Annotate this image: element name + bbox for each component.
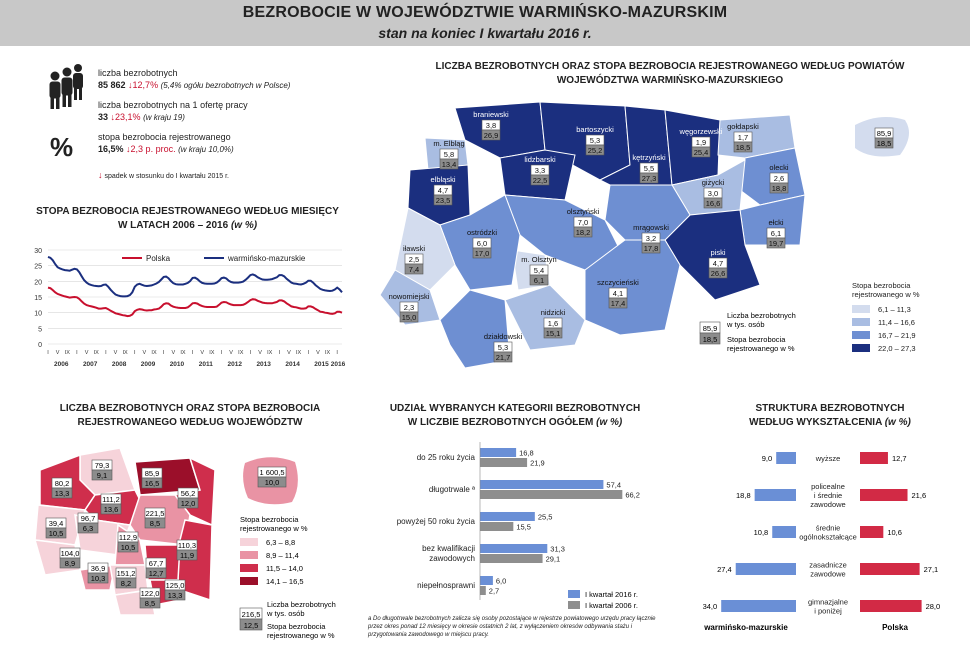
county-name: piski — [710, 248, 726, 257]
education-bar-left-label: 27,4 — [717, 565, 732, 574]
x-month-tick: V — [113, 350, 118, 356]
line-chart-title-1: STOPA BEZROBOCIA REJESTROWANEGO WEDŁUG MIESIĘCY — [36, 206, 339, 217]
county-key-count: 85,9 — [702, 324, 718, 333]
education-bar-left — [721, 600, 796, 612]
county-name: nidzicki — [540, 308, 566, 317]
summary-value: 16,5% — [98, 144, 124, 154]
education-bar-left-label: 34,0 — [702, 602, 718, 611]
summary-note: (w kraju 10,0%) — [178, 145, 234, 154]
voiv-rate: 8,9 — [64, 559, 76, 568]
category-bar — [480, 490, 622, 499]
voiv-count: 122,0 — [140, 589, 160, 598]
county-rate: 25,4 — [693, 148, 709, 157]
summary-label: liczba bezrobotnych — [98, 68, 178, 78]
x-month-tick: V — [142, 350, 147, 356]
x-month-tick: I — [278, 350, 281, 356]
voiv-rate: 11,9 — [179, 551, 195, 560]
county-legend-label: 6,1 – 11,3 — [878, 305, 911, 314]
county-rate: 18,5 — [735, 143, 751, 152]
categories-chart-title — [365, 402, 665, 430]
x-year-label: 2009 — [140, 361, 156, 368]
education-bar-left — [736, 563, 796, 575]
voiv-rate: 8,5 — [149, 519, 161, 528]
county-legend-title-1: Stopa bezrobocia — [852, 281, 911, 290]
county-name: ełcki — [768, 218, 784, 227]
page-title: BEZROBOCIE W WOJEWÓDZTWIE WARMIŃSKO-MAZURSKIM — [242, 4, 728, 21]
voiv-count: 67,7 — [148, 559, 164, 568]
down-arrow-icon: ↓ — [110, 112, 116, 122]
county-rate: 15,0 — [401, 313, 417, 322]
x-month-tick: IX — [238, 350, 244, 356]
education-label: i poniżej — [814, 606, 842, 616]
voiv-count: 96,7 — [80, 514, 96, 523]
county-key-label-bottom: Stopa bezrobocia — [727, 335, 786, 344]
county-count: 1,9 — [695, 138, 707, 147]
line-chart-title-2: W LATACH 2006 – 2016 — [117, 220, 229, 231]
x-year-label: 2006 — [54, 361, 69, 368]
categories-chart-title-2: W LICZBIE BEZROBOTNYCH OGÓŁEM — [407, 417, 594, 428]
county-count: 5,3 — [497, 343, 509, 352]
line-chart-title-unit: (w %) — [230, 220, 258, 231]
county-name: elbląski — [430, 175, 456, 184]
category-label: powyżej 50 roku życia — [396, 517, 475, 526]
category-bar-label: 16,8 — [519, 448, 534, 458]
education-label: gimnazjalne — [807, 597, 849, 607]
y-tick-label: 20 — [34, 279, 42, 287]
education-chart-title — [700, 402, 960, 430]
voiv-rate: 12,0 — [180, 499, 196, 508]
county-name: m. Elbląg — [433, 139, 465, 148]
categories-chart-title-1: UDZIAŁ WYBRANYCH KATEGORII BEZROBOTNYCH — [389, 403, 641, 414]
education-bar-left — [776, 452, 796, 464]
categories-chart-title-unit: (w %) — [596, 417, 623, 428]
county-name: lidzbarski — [524, 155, 556, 164]
voiv-legend-label: 6,3 – 8,8 — [266, 538, 296, 547]
down-arrow-icon: ↓ — [126, 144, 131, 154]
x-year-label: 2010 — [169, 361, 185, 368]
voiv-key-label-top-2: w tys. osób — [267, 609, 305, 618]
category-bar-label: 66,2 — [625, 490, 640, 500]
education-chart-title-2: WEDŁUG WYKSZTAŁCENIA — [749, 417, 882, 428]
poland-rate: 10,0 — [264, 478, 280, 487]
education-bar-left — [755, 489, 796, 501]
county-name: działdowski — [483, 332, 523, 341]
voiv-rate: 12,7 — [148, 569, 164, 578]
education-bar-right-label: 27,1 — [923, 565, 939, 574]
summary-footnote-text: spadek w stosunku do I kwartału 2015 r. — [104, 173, 229, 180]
x-month-tick: V — [55, 350, 60, 356]
county-rate: 17,4 — [610, 299, 626, 308]
x-year-label: 2016 — [330, 361, 346, 368]
county-rate: 6,1 — [533, 276, 545, 285]
categories-footnote: a Do długotrwale bezrobotnych zalicza się osoby pozostające w rejestrze powiatowego urzędu pracy łącznie przez okres ponad 12 miesięcy w okresie ostatnich 2 lat, z wyłączeniem okresów odbywania stażu i przygotowania zawodowego w miejscu pracy. — [368, 616, 656, 638]
x-year-label: 2008 — [111, 361, 127, 368]
county-name: szczycieński — [597, 278, 639, 287]
x-month-tick: IX — [209, 350, 215, 356]
voiv-count: 39,4 — [48, 519, 64, 528]
x-year-label: 2014 — [285, 361, 300, 368]
voiv-rate: 8,2 — [120, 579, 132, 588]
voiv-count: 56,2 — [180, 489, 196, 498]
county-rate: 7,4 — [408, 265, 420, 274]
x-month-tick: I — [133, 350, 136, 356]
voiv-rate: 16,5 — [144, 479, 160, 488]
category-legend-swatch — [568, 601, 580, 609]
county-legend-swatch — [852, 305, 870, 313]
education-chart — [690, 440, 970, 635]
category-bar — [480, 586, 486, 595]
summary-change: 2,3 p. proc. — [130, 144, 176, 154]
county-count: 5,5 — [643, 164, 655, 173]
voiv-legend-swatch — [240, 577, 258, 585]
voiv-legend-title-2: rejestrowanego w % — [240, 524, 308, 533]
x-month-tick: I — [220, 350, 223, 356]
inset-count: 85,9 — [876, 129, 892, 138]
county-count: 4,7 — [712, 259, 724, 268]
education-label: ogólnokształcące — [799, 532, 857, 542]
x-year-label: 2013 — [256, 361, 271, 368]
voiv-count: 112,9 — [118, 533, 138, 542]
category-bar-label: 21,9 — [530, 458, 545, 468]
education-bar-right-label: 12,7 — [891, 454, 907, 463]
voiv-rate: 13,6 — [103, 505, 119, 514]
voiv-legend-title-1: Stopa bezrobocia — [240, 515, 299, 524]
voiv-count: 36,9 — [90, 564, 106, 573]
category-legend-label: I kwartał 2006 r. — [585, 601, 638, 610]
voiv-legend-label: 14,1 – 16,5 — [266, 577, 304, 586]
x-month-tick: I — [191, 350, 194, 356]
county-name: węgorzewski — [679, 127, 723, 136]
voiv-count: 85,9 — [144, 469, 160, 478]
county-count: 3,3 — [534, 166, 546, 175]
education-bar-left — [772, 526, 796, 538]
county-rate: 23,5 — [435, 196, 451, 205]
county-count: 4,7 — [437, 186, 449, 195]
x-month-tick: IX — [296, 350, 302, 356]
county-legend-swatch — [852, 318, 870, 326]
category-label: zawodowych — [429, 554, 475, 563]
county-count: 6,1 — [770, 229, 782, 238]
summary-label: liczba bezrobotnych na 1 ofertę pracy — [98, 100, 248, 110]
categories-chart — [365, 440, 685, 615]
county-name: olsztyński — [566, 207, 600, 216]
down-arrow-icon: ↓ — [98, 170, 103, 180]
category-label: do 25 roku życia — [416, 453, 475, 462]
county-count: 1,7 — [737, 133, 749, 142]
county-rate: 17,0 — [474, 249, 490, 258]
legend-label: warmińsko-mazurskie — [228, 254, 306, 263]
y-tick-label: 15 — [34, 295, 42, 302]
x-month-tick: I — [162, 350, 165, 356]
education-label: i średnie — [813, 491, 843, 500]
county-count: 3,2 — [645, 234, 657, 243]
county-legend-swatch — [852, 344, 870, 352]
county-map-title-1: LICZBA BEZROBOTNYCH ORAZ STOPA BEZROBOCIA REJESTROWANEGO WEDŁUG POWIATÓW — [435, 61, 905, 72]
x-month-tick: I — [105, 350, 107, 356]
poland-count: 1 600,5 — [259, 468, 285, 477]
voiv-legend-swatch — [240, 564, 258, 572]
county-count: 4,1 — [612, 289, 624, 298]
summary-note: (w kraju 19) — [143, 113, 185, 122]
county-legend-label: 22,0 – 27,3 — [878, 344, 916, 353]
category-label: długotrwale ª — [428, 485, 475, 494]
category-legend-swatch — [568, 590, 580, 598]
county-name: nowomiejski — [388, 292, 430, 301]
down-arrow-icon: ↓ — [128, 80, 133, 90]
x-year-label: 2007 — [82, 361, 98, 368]
category-legend-label: I kwartał 2016 r. — [585, 590, 638, 599]
county-count: 2,6 — [773, 174, 785, 183]
category-bar-label: 29,1 — [545, 554, 561, 564]
y-tick-label: 25 — [34, 263, 42, 271]
y-tick-label: 5 — [38, 326, 42, 334]
county-legend-title-2: rejestrowanego w % — [852, 290, 920, 299]
category-bar — [480, 576, 493, 585]
category-bar — [480, 458, 527, 467]
voiv-rate: 6,3 — [82, 524, 94, 533]
voiv-rate: 13,3 — [167, 591, 183, 600]
education-bar-left-label: 10,8 — [753, 528, 769, 537]
county-name: m. Olsztyn — [521, 255, 557, 264]
category-label: niepełnosprawni — [417, 581, 475, 590]
category-bar — [480, 512, 535, 521]
county-rate: 18,2 — [575, 228, 591, 237]
x-month-tick: IX — [180, 350, 186, 356]
voiv-key-count: 216,5 — [241, 610, 261, 619]
county-name: ostródzki — [466, 228, 498, 237]
x-month-tick: IX — [93, 350, 99, 356]
voiv-count: 125,0 — [165, 581, 185, 590]
voiv-count: 80,2 — [54, 479, 70, 488]
education-chart-title-1: STRUKTURA BEZROBOTNYCH — [755, 403, 905, 414]
education-bar-right — [860, 452, 888, 464]
education-chart-title-unit: (w %) — [884, 417, 911, 428]
education-bar-right — [860, 600, 922, 612]
voiv-rate: 10,3 — [90, 574, 106, 583]
county-name: iławski — [402, 244, 426, 253]
county-name: mrągowski — [633, 223, 669, 232]
voiv-map-title-1: LICZBA BEZROBOTNYCH ORAZ STOPA BEZROBOCIA — [59, 403, 321, 414]
county-key-label-top: Liczba bezrobotnych — [727, 311, 796, 320]
education-left-series: warmińsko-mazurskie — [704, 623, 788, 632]
education-bar-right-label: 21,6 — [911, 491, 927, 500]
x-month-tick: V — [171, 350, 176, 356]
county-count: 5,8 — [443, 150, 455, 159]
category-bar — [480, 448, 516, 457]
county-rate: 26,6 — [710, 269, 726, 278]
x-month-tick: IX — [267, 350, 273, 356]
county-name: gołdapski — [727, 122, 759, 131]
category-bar-label: 57,4 — [606, 480, 622, 490]
voiv-count: 111,2 — [102, 495, 120, 504]
category-bar-label: 31,3 — [550, 544, 565, 554]
education-label: zawodowe — [810, 500, 846, 509]
category-bar-label: 25,5 — [537, 512, 553, 522]
county-legend-label: 16,7 – 21,9 — [878, 331, 916, 340]
county-count: 7,0 — [577, 218, 589, 227]
voiv-legend-swatch — [240, 551, 258, 559]
county-count: 2,5 — [408, 255, 420, 264]
summary-value: 85 862 — [98, 80, 126, 90]
category-bar-label: 15,5 — [516, 522, 531, 532]
inset-rate: 18,5 — [876, 139, 892, 148]
education-label: zawodowe — [810, 569, 846, 579]
summary-change: 23,1% — [115, 112, 141, 122]
education-label: średnie — [815, 523, 841, 533]
county-rate: 26,9 — [483, 131, 499, 140]
voiv-rate: 13,3 — [54, 489, 70, 498]
county-name: kętrzyński — [632, 153, 666, 162]
county-count: 2,3 — [403, 303, 415, 312]
x-month-tick: I — [307, 350, 310, 356]
county-rate: 16,6 — [705, 199, 721, 208]
category-bar — [480, 522, 513, 531]
county-count: 6,0 — [476, 239, 488, 248]
county-rate: 19,7 — [768, 239, 784, 248]
county-rate: 21,7 — [495, 353, 511, 362]
category-bar — [480, 544, 547, 553]
voiv-rate: 9,1 — [96, 471, 108, 480]
voiv-key-label-top: Liczba bezrobotnych — [267, 600, 336, 609]
summary-change: 12,7% — [132, 80, 159, 90]
county-key-label-bottom-2: rejestrowanego w % — [727, 344, 795, 353]
county-count: 5,4 — [533, 266, 545, 275]
voiv-key-rate: 12,5 — [243, 621, 259, 630]
x-month-tick: I — [47, 350, 49, 356]
county-rate: 13,4 — [441, 160, 457, 169]
education-label: wyższe — [815, 454, 841, 463]
county-count: 3,0 — [707, 189, 719, 198]
education-label: zasadnicze — [809, 560, 847, 570]
x-month-tick: I — [249, 350, 252, 356]
county-rate: 25,2 — [587, 146, 603, 155]
x-month-tick: IX — [122, 350, 128, 356]
voiv-count: 104,0 — [60, 549, 80, 558]
category-bar — [480, 554, 543, 563]
x-month-tick: I — [336, 350, 338, 356]
voiv-legend-swatch — [240, 538, 258, 546]
voiv-legend-label: 8,9 – 11,4 — [266, 551, 299, 560]
category-bar — [480, 480, 603, 489]
x-month-tick: V — [229, 350, 233, 356]
x-month-tick: IX — [64, 350, 70, 356]
county-rate: 27,3 — [641, 174, 657, 183]
x-month-tick: V — [84, 350, 89, 356]
category-bar-label: 6,0 — [495, 576, 507, 586]
voiv-count: 110,3 — [177, 541, 197, 550]
county-legend-label: 11,4 – 16,6 — [878, 318, 915, 327]
county-count: 5,3 — [589, 136, 601, 145]
x-month-tick: V — [258, 350, 262, 356]
y-tick-label: 30 — [34, 248, 42, 255]
county-key-rate: 18,5 — [702, 335, 718, 344]
x-year-label: 2015 — [314, 361, 329, 368]
x-month-tick: V — [287, 350, 291, 356]
county-name: giżycki — [701, 178, 725, 187]
summary-label: stopa bezrobocia rejestrowanego — [98, 132, 231, 142]
voiv-rate: 10,5 — [48, 529, 64, 538]
county-rate: 15,1 — [545, 329, 561, 338]
voiv-map-title-2: REJESTROWANEGO WEDŁUG WOJEWÓDZTW — [77, 417, 303, 428]
county-legend-swatch — [852, 331, 870, 339]
summary-value: 33 — [98, 112, 109, 122]
education-right-series: Polska — [882, 623, 908, 632]
y-tick-label: 0 — [38, 342, 42, 349]
county-key-label-top-2: w tys. osób — [727, 320, 765, 329]
x-year-label: 2011 — [198, 361, 213, 368]
education-bar-right — [860, 563, 920, 575]
category-label: bez kwalifikacji — [422, 544, 475, 553]
county-name: bartoszycki — [576, 125, 614, 134]
county-count: 1,6 — [547, 319, 559, 328]
county-name: braniewski — [473, 110, 509, 119]
education-bar-right-label: 10,6 — [887, 528, 902, 537]
voiv-count: 221,5 — [145, 509, 165, 518]
county-rate: 17,8 — [643, 244, 659, 253]
voiv-count: 151,2 — [116, 569, 136, 578]
county-name: olecki — [769, 163, 789, 172]
category-bar-label: 2,7 — [488, 586, 500, 596]
summary-note: (5,4% ogółu bezrobotnych w Polsce) — [160, 81, 291, 90]
education-bar-right — [860, 526, 883, 538]
summary-percent-symbol: % — [50, 132, 74, 162]
x-month-tick: I — [76, 350, 78, 356]
x-year-label: 2012 — [227, 361, 242, 368]
county-rate: 22,5 — [532, 176, 548, 185]
x-month-tick: V — [200, 350, 205, 356]
x-month-tick: V — [316, 350, 320, 356]
voiv-key-label-bottom-2: rejestrowanego w % — [267, 631, 335, 640]
education-bar-left-label: 9,0 — [761, 454, 773, 463]
education-label: policealne — [811, 482, 845, 491]
county-map-title-2: WOJEWÓDZTWA WARMIŃSKO-MAZURSKIEGO — [556, 75, 784, 86]
voiv-rate: 8,5 — [144, 599, 156, 608]
county-rate: 18,8 — [771, 184, 787, 193]
x-month-tick: IX — [151, 350, 157, 356]
x-month-tick: IX — [324, 350, 331, 356]
county-count: 3,8 — [485, 121, 497, 130]
education-bar-right — [860, 489, 908, 501]
education-bar-left-label: 18,8 — [736, 491, 751, 500]
voiv-legend-label: 11,5 – 14,0 — [266, 564, 303, 573]
legend-label: Polska — [146, 254, 171, 263]
page-subtitle: stan na koniec I kwartału 2016 r. — [378, 25, 592, 41]
y-tick-label: 10 — [34, 310, 42, 318]
voiv-rate: 10,5 — [120, 543, 136, 552]
voiv-key-label-bottom: Stopa bezrobocia — [267, 622, 326, 631]
voiv-map — [0, 0, 370, 645]
education-bar-right-label: 28,0 — [925, 602, 941, 611]
voiv-count: 79,3 — [94, 461, 110, 470]
